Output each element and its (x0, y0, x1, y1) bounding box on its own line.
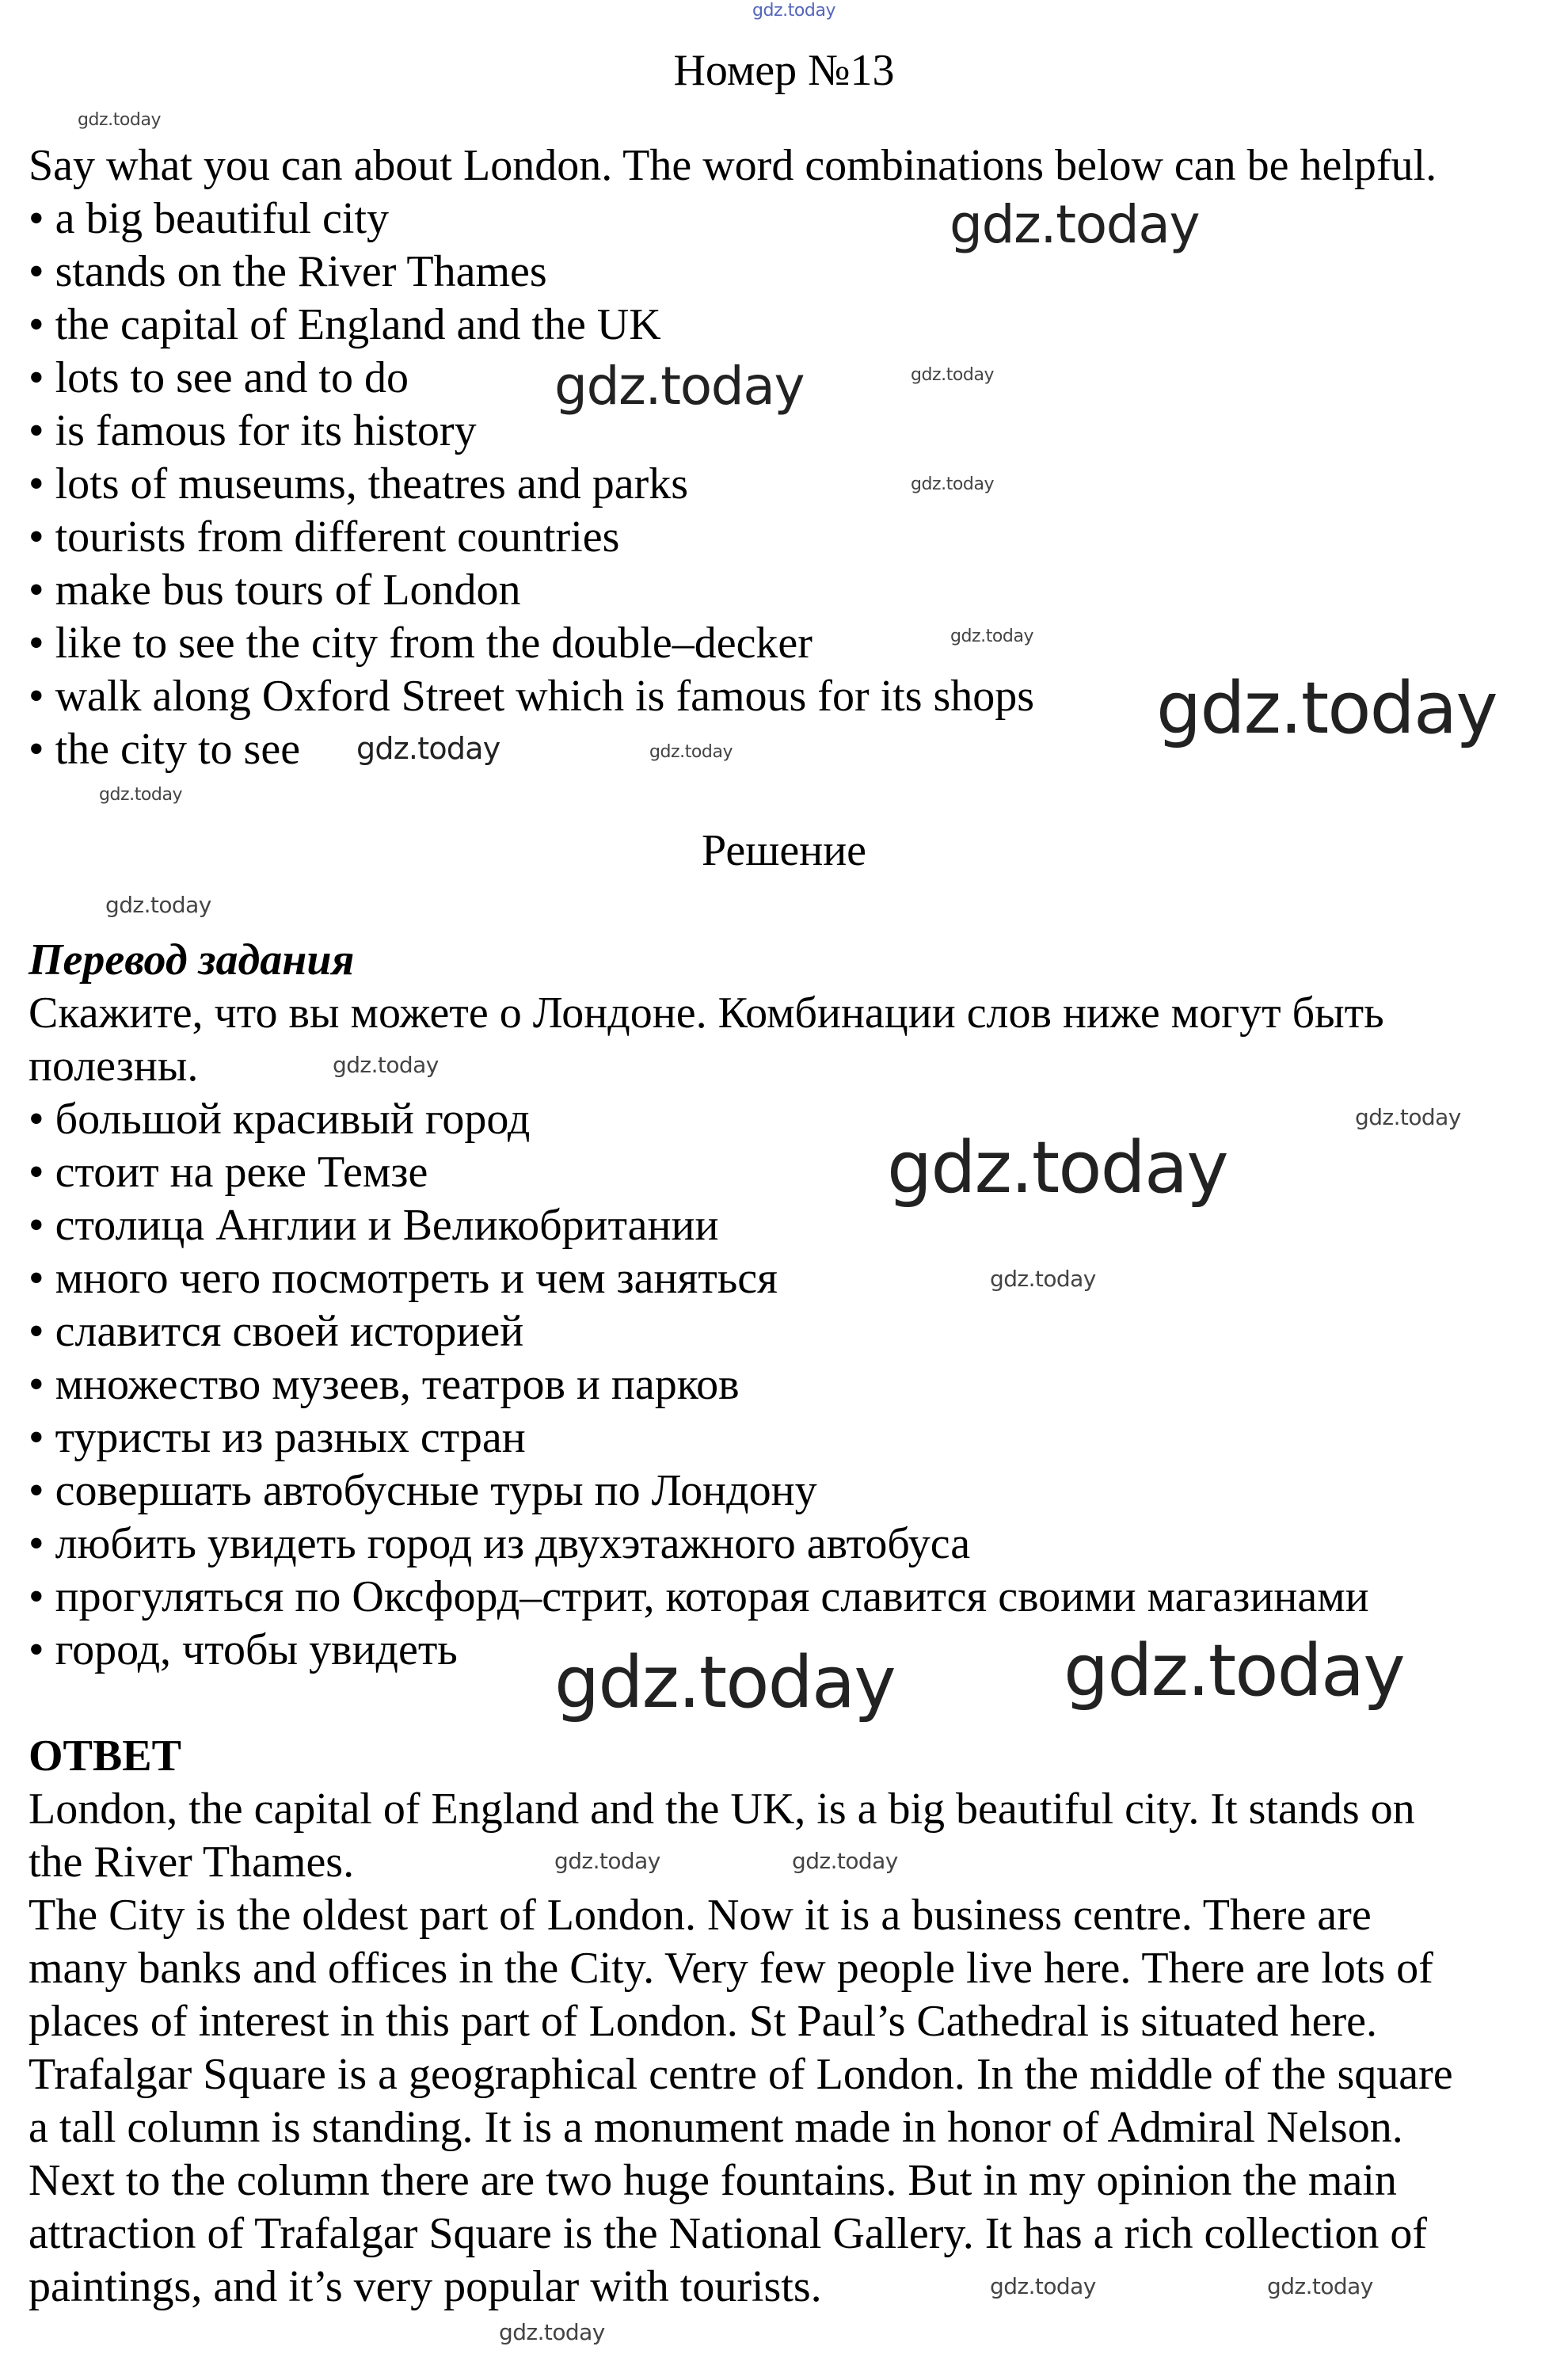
answer-line: The City is the oldest part of London. Now it is a business centre. There are (29, 1891, 1372, 1940)
watermark: gdz.today (1156, 667, 1497, 750)
watermark: gdz.today (950, 194, 1200, 255)
answer-block (29, 1730, 1453, 2314)
translation-intro: Скажите, что вы можете о Лондоне. Комбинации слов ниже могут быть (29, 988, 1384, 1038)
list-item: • славится своей историей (29, 1307, 524, 1356)
list-item: • совершать автобусные туры по Лондону (29, 1466, 817, 1515)
watermark: gdz.today (554, 1848, 660, 1874)
page-title: Номер №13 (673, 46, 895, 95)
list-item: • прогуляться по Оксфорд–стрит, которая славится своими магазинами (29, 1572, 1369, 1621)
watermark: gdz.today (911, 365, 995, 385)
watermark: gdz.today (990, 2273, 1096, 2299)
list-item: • is famous for its history (29, 406, 477, 455)
list-item: • make bus tours of London (29, 566, 521, 615)
list-item: • a big beautiful city (29, 194, 390, 243)
watermark: gdz.today (1355, 1104, 1461, 1130)
answer-line: Next to the column there are two huge fountains. But in my opinion the main (29, 2156, 1397, 2205)
list-item: • много чего посмотреть и чем заняться (29, 1254, 778, 1303)
list-item: • множество музеев, театров и парков (29, 1360, 740, 1409)
answer-line: a tall column is standing. It is a monument made in honor of Admiral Nelson. (29, 2103, 1403, 2152)
list-item: • tourists from different countries (29, 512, 620, 562)
list-item: • столица Англии и Великобритании (29, 1201, 719, 1250)
answer-line: London, the capital of England and the UK, is a big beautiful city. It stands on (29, 1785, 1415, 1834)
watermark: gdz.today (78, 110, 162, 130)
watermark: gdz.today (792, 1848, 898, 1874)
list-item: • большой красивый город (29, 1095, 531, 1144)
watermark: gdz.today (554, 1641, 895, 1724)
list-item: • like to see the city from the double–decker (29, 619, 813, 668)
watermark: gdz.today (105, 892, 211, 918)
watermark: gdz.today (887, 1126, 1227, 1209)
answer-line: Trafalgar Square is a geographical centre of London. In the middle of the square (29, 2050, 1453, 2099)
watermark: gdz.today (649, 742, 733, 762)
watermark: gdz.today (1267, 2273, 1373, 2299)
list-item: • город, чтобы увидеть (29, 1625, 458, 1674)
answer-line: attraction of Trafalgar Square is the National Gallery. It has a rich collection of (29, 2209, 1427, 2258)
answer-line: many banks and offices in the City. Very few people live here. There are lots of (29, 1944, 1433, 1993)
list-item: • the city to see (29, 725, 301, 774)
watermark: gdz.today (356, 731, 500, 766)
watermark: gdz.today (950, 627, 1034, 646)
watermark: gdz.today (911, 474, 995, 494)
answer-line: paintings, and it’s very popular with tourists. (29, 2262, 822, 2311)
watermark: gdz.today (99, 785, 183, 805)
solution-heading: Решение (701, 826, 867, 875)
list-item: • stands on the River Thames (29, 247, 547, 296)
list-item: • walk along Oxford Street which is famous for its shops (29, 672, 1035, 721)
list-item: • стоит на реке Темзе (29, 1148, 428, 1197)
list-item: • lots of museums, theatres and parks (29, 459, 688, 509)
watermark: gdz.today (499, 2319, 605, 2345)
watermark: gdz.today (752, 1, 836, 21)
answer-line: the River Thames. (29, 1838, 355, 1887)
list-item: • любить увидеть город из двухэтажного автобуса (29, 1519, 971, 1568)
watermark: gdz.today (554, 356, 805, 417)
translation-block (29, 934, 1384, 1677)
translation-heading: Перевод задания (29, 935, 355, 985)
watermark: gdz.today (990, 1266, 1096, 1292)
task-intro: Say what you can about London. The word combinations below can be helpful. (29, 141, 1437, 190)
answer-heading: ОТВЕТ (29, 1731, 181, 1781)
watermark: gdz.today (1064, 1629, 1404, 1712)
watermark: gdz.today (333, 1052, 439, 1078)
list-item: • lots to see and to do (29, 353, 409, 402)
list-item: • the capital of England and the UK (29, 300, 661, 349)
list-item: • туристы из разных стран (29, 1413, 526, 1462)
translation-intro: полезны. (29, 1042, 199, 1091)
answer-line: places of interest in this part of London. St Paul’s Cathedral is situated here. (29, 1997, 1377, 2046)
